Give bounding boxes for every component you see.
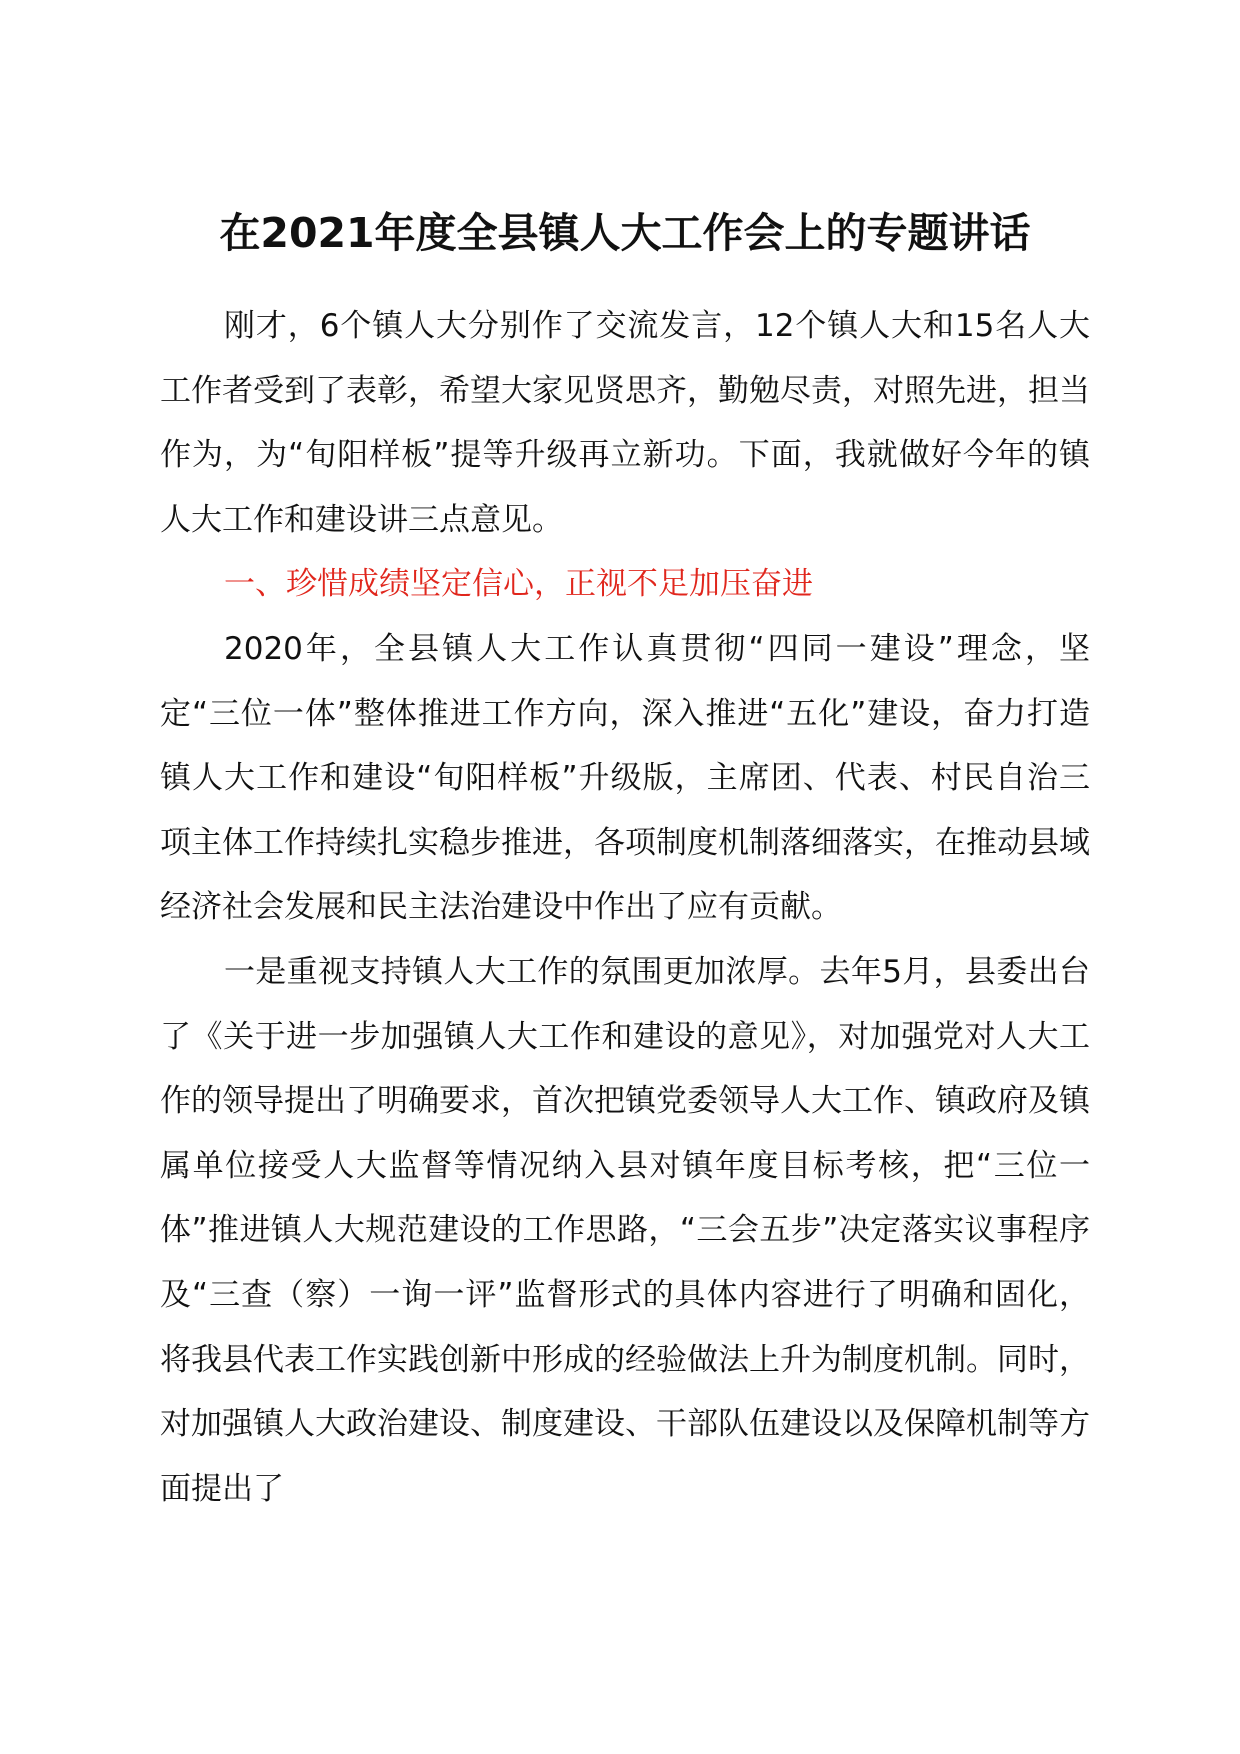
paragraph-review: 2020年，全县镇人大工作认真贯彻“四同一建设”理念，坚定“三位一体”整体推进工作方向，深入推进“五化”建设，奋力打造镇人大工作和建设“旬阳样板”升级版，主席团、代表、村民自治三项主体工作持续扎实稳步推进，各项制度机制落细落实，在推动县域经济社会发展和民主法治建设中作出了应有贡献。 — [160, 630, 1090, 926]
paragraph-point-one: 一是重视支持镇人大工作的氛围更加浓厚。去年5月，县委出台了《关于进一步加强镇人大工作和建设的意见》，对加强党对人大工作的领导提出了明确要求，首次把镇党委领导人大工作、镇政府及镇属单位接受人大监督等情况纳入县对镇年度目标考核，把“三位一体”推进镇人大规范建设的工作思路，“三会五步”决定落实议事程序及“三查（察）一询一评”监督形式的具体内容进行了明确和固化，将我县代表工作实践创新中形成的经验做法上升为制度机制。同时，对加强镇人大政治建设、制度建设、干部队伍建设以及保障机制等方面提出了 — [160, 953, 1090, 1507]
paragraph-opening: 刚才，6个镇人大分别作了交流发言，12个镇人大和15名人大工作者受到了表彰，希望大家见贤思齐，勤勉尽责，对照先进，担当作为，为“旬阳样板”提等升级再立新功。下面，我就做好今年的镇人大工作和建设讲三点意见。 — [160, 308, 1090, 538]
document-page — [160, 196, 1090, 1521]
section-heading: 一、珍惜成绩坚定信心，正视不足加压奋进 — [224, 566, 813, 603]
document-title: 在2021年度全县镇人大工作会上的专题讲话 — [219, 209, 1031, 257]
